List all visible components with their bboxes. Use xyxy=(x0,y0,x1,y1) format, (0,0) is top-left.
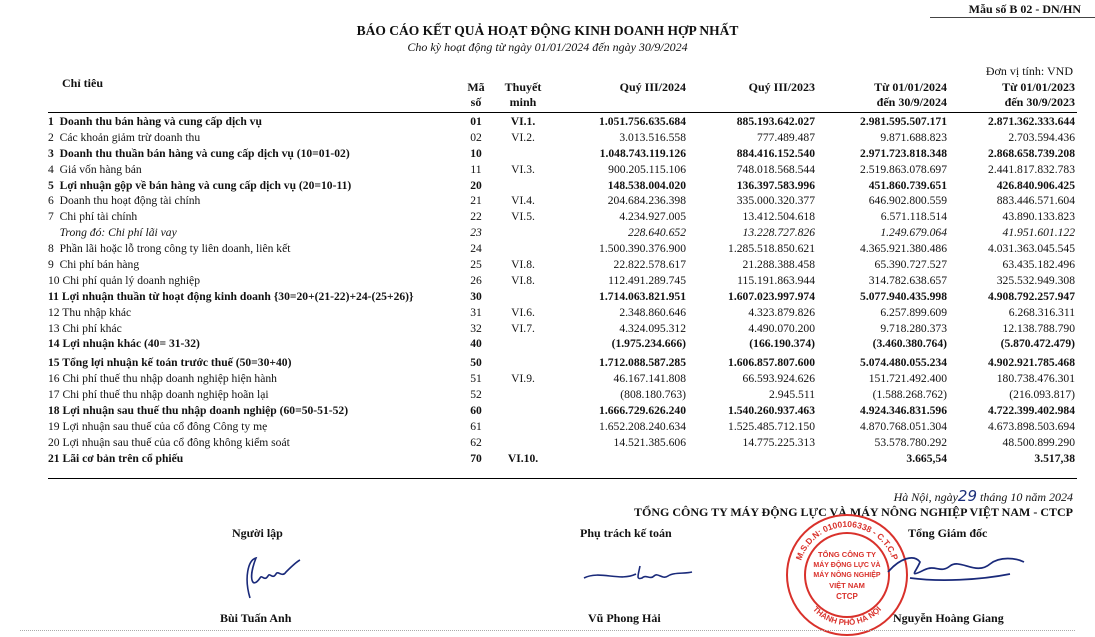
director-title: Tổng Giám đốc xyxy=(908,526,988,540)
row-item-name: 18 Lợi nhuận sau thuế thu nhập doanh nghiệp (60=50-51-52) xyxy=(48,404,349,418)
row-code: 21 xyxy=(470,194,482,208)
row-note: VI.6. xyxy=(511,305,535,319)
row-ytd-2024: (1.588.268.762) xyxy=(872,388,947,402)
row-q3-2024: 148.538.004.020 xyxy=(607,178,686,192)
table-row xyxy=(0,321,1095,337)
row-note: VI.5. xyxy=(511,210,535,224)
form-number: Mẫu số B 02 - DN/HN xyxy=(968,2,1081,16)
svg-text:MÁY ĐỘNG LỰC VÀ: MÁY ĐỘNG LỰC VÀ xyxy=(813,562,881,569)
row-q3-2024: 1.652.208.240.634 xyxy=(599,419,686,433)
row-q3-2023: 335.000.320.377 xyxy=(736,194,815,208)
row-ytd-2023: 325.532.949.308 xyxy=(996,273,1075,287)
row-ytd-2024: 6.257.899.609 xyxy=(880,305,947,319)
company-name: TỔNG CÔNG TY MÁY ĐỘNG LỰC VÀ MÁY NÔNG NGHIỆP VIỆT NAM - CTCP xyxy=(633,505,1073,519)
row-code: 61 xyxy=(470,419,482,433)
row-ytd-2023: 4.673.898.503.694 xyxy=(988,419,1075,433)
row-q3-2023: 14.775.225.313 xyxy=(742,435,815,449)
row-code: 26 xyxy=(470,273,482,287)
report-subtitle: Cho kỳ hoạt động từ ngày 01/01/2024 đến ngày 30/9/2024 xyxy=(407,40,688,54)
row-q3-2024: 14.521.385.606 xyxy=(613,435,686,449)
row-code: 25 xyxy=(470,258,482,272)
row-item-name: 5 Lợi nhuận gộp về bán hàng và cung cấp dịch vụ (20=10-11) xyxy=(48,178,352,192)
row-q3-2023: 2.945.511 xyxy=(769,388,815,402)
row-ytd-2023: 2.868.658.739.208 xyxy=(988,146,1075,160)
header-q3-2024: Quý III/2024 xyxy=(619,80,686,94)
row-note: VI.1. xyxy=(510,115,536,128)
row-q3-2023: 1.525.485.712.150 xyxy=(728,419,815,433)
row-note: VI.3. xyxy=(511,162,535,176)
row-q3-2024: 22.822.578.617 xyxy=(613,258,686,272)
row-code: 50 xyxy=(470,356,482,370)
row-ytd-2024: 646.902.800.559 xyxy=(868,194,947,208)
row-ytd-2023: 41.951.601.122 xyxy=(1002,226,1075,240)
row-code: 52 xyxy=(470,388,482,402)
table-row xyxy=(0,193,1095,209)
table-bottom-rule xyxy=(48,478,1077,479)
row-ytd-2023: 883.446.571.604 xyxy=(996,194,1075,208)
table-row xyxy=(0,435,1095,451)
table-row xyxy=(0,451,1095,467)
table-row xyxy=(0,241,1095,257)
row-code: 30 xyxy=(470,289,482,303)
accountant-signature xyxy=(580,558,700,590)
row-ytd-2023: 48.500.899.290 xyxy=(1002,435,1075,449)
row-q3-2023: 115.191.863.944 xyxy=(737,273,815,287)
row-ytd-2023: 2.441.817.832.783 xyxy=(988,162,1075,176)
row-item-name: 8 Phần lãi hoặc lỗ trong công ty liên doanh, liên kết xyxy=(48,242,291,256)
row-ytd-2023: 180.738.476.301 xyxy=(996,372,1075,386)
row-q3-2024: 3.013.516.558 xyxy=(619,130,686,144)
table-row xyxy=(0,336,1095,352)
header-note: Thuyết minh xyxy=(504,80,542,109)
row-item-name: 15 Tổng lợi nhuận kế toán trước thuế (50=30+40) xyxy=(48,356,292,370)
row-ytd-2024: 2.981.595.507.171 xyxy=(860,115,947,128)
seal-bottom-text: THÀNH PHỐ HÀ NỘI xyxy=(811,604,883,628)
row-ytd-2023: 3.517,38 xyxy=(1034,451,1075,465)
table-row xyxy=(0,371,1095,387)
row-code: 70 xyxy=(470,451,482,465)
table-row xyxy=(0,257,1095,273)
row-code: 02 xyxy=(470,130,482,144)
director-signature xyxy=(880,548,1030,590)
seal-ring-text: M.S.D.N: 0100106338 - C.T.C.P xyxy=(793,518,901,562)
row-q3-2024: 1.048.743.119.126 xyxy=(599,146,686,160)
table-row xyxy=(0,355,1095,371)
row-code: 24 xyxy=(470,242,482,256)
row-ytd-2023: 4.031.363.045.545 xyxy=(988,242,1075,256)
svg-text:CTCP: CTCP xyxy=(836,592,858,601)
row-q3-2024: 1.500.390.376.900 xyxy=(599,242,686,256)
row-ytd-2024: 9.871.688.823 xyxy=(880,130,947,144)
row-q3-2023: 1.540.260.937.463 xyxy=(728,404,815,418)
row-item-name: 4 Giá vốn hàng bán xyxy=(48,162,142,176)
form-number-rule xyxy=(930,17,1095,18)
row-q3-2023: 13.412.504.618 xyxy=(742,210,815,224)
row-q3-2023: 136.397.583.996 xyxy=(736,178,815,192)
svg-text:TỔNG CÔNG TY: TỔNG CÔNG TY xyxy=(818,550,876,559)
table-row xyxy=(0,209,1095,225)
row-q3-2023: 1.607.023.997.974 xyxy=(728,289,815,303)
row-q3-2024: 46.167.141.808 xyxy=(613,372,686,386)
table-row xyxy=(0,162,1095,178)
footer-rule xyxy=(20,630,1075,631)
row-item-name: 3 Doanh thu thuần bán hàng và cung cấp dịch vụ (10=01-02) xyxy=(48,146,350,160)
table-row xyxy=(0,273,1095,289)
row-ytd-2024: 6.571.118.514 xyxy=(880,210,947,224)
table-row xyxy=(0,289,1095,305)
row-item-name: 2 Các khoản giảm trừ doanh thu xyxy=(48,130,201,144)
row-q3-2023: 4.490.070.200 xyxy=(748,321,815,335)
row-code: 60 xyxy=(470,404,482,418)
row-ytd-2023: 4.902.921.785.468 xyxy=(988,356,1075,370)
row-code: 10 xyxy=(470,146,482,160)
row-ytd-2024: 1.249.679.064 xyxy=(880,226,947,240)
row-q3-2023: 21.288.388.458 xyxy=(742,258,815,272)
row-q3-2024: 204.684.236.398 xyxy=(607,194,686,208)
row-q3-2023: 884.416.152.540 xyxy=(736,146,815,160)
row-ytd-2023: (5.870.472.479) xyxy=(1000,337,1075,351)
row-code: 22 xyxy=(470,210,482,224)
row-note: VI.10. xyxy=(507,451,539,465)
row-q3-2023: 748.018.568.544 xyxy=(736,162,815,176)
row-item-name: 16 Chi phí thuế thu nhập doanh nghiệp hiện hành xyxy=(48,372,277,386)
row-q3-2024: 4.324.095.312 xyxy=(619,321,686,335)
table-row xyxy=(0,305,1095,321)
row-ytd-2024: 2.519.863.078.697 xyxy=(860,162,947,176)
row-code: 01 xyxy=(470,115,482,128)
report-title: BÁO CÁO KẾT QUẢ HOẠT ĐỘNG KINH DOANH HỢP NHẤT xyxy=(356,23,739,38)
director-name: Nguyễn Hoàng Giang xyxy=(893,611,1004,625)
table-row xyxy=(0,419,1095,435)
row-item-name: 11 Lợi nhuận thuần từ hoạt động kinh doanh {30=20+(21-22)+24-(25+26)} xyxy=(48,289,414,303)
preparer-name: Bùi Tuấn Anh xyxy=(220,611,292,625)
row-q3-2024: 2.348.860.646 xyxy=(619,305,686,319)
row-q3-2023: (166.190.374) xyxy=(749,337,815,351)
row-code: 23 xyxy=(470,226,482,240)
row-ytd-2024: 4.924.346.831.596 xyxy=(860,404,947,418)
row-q3-2024: 1.712.088.587.285 xyxy=(599,356,686,370)
row-q3-2024: (1.975.234.666) xyxy=(611,337,686,351)
header-ytd-2023: Từ 01/01/2023 đến 30/9/2023 xyxy=(1002,80,1075,109)
preparer-signature xyxy=(230,548,310,600)
signing-date: Hà Nội, ngày29 tháng 10 năm 2024 xyxy=(893,487,1073,505)
row-q3-2024: 1.666.729.626.240 xyxy=(599,404,686,418)
row-q3-2024: (808.180.763) xyxy=(620,388,686,402)
table-row xyxy=(0,178,1095,194)
row-item-name: 1 Doanh thu bán hàng và cung cấp dịch vụ xyxy=(48,115,262,128)
row-note: VI.2. xyxy=(511,130,535,144)
row-q3-2023: 66.593.924.626 xyxy=(742,372,815,386)
row-ytd-2024: 151.721.492.400 xyxy=(868,372,947,386)
row-ytd-2024: 4.365.921.380.486 xyxy=(860,242,947,256)
header-code: Mã số xyxy=(467,80,485,109)
row-item-name: 17 Chi phí thuế thu nhập doanh nghiệp hoãn lại xyxy=(48,388,269,402)
row-item-name: 14 Lợi nhuận khác (40= 31-32) xyxy=(48,337,200,351)
row-item-name: 19 Lợi nhuận sau thuế của cổ đông Công ty mẹ xyxy=(48,419,268,433)
row-q3-2024: 900.205.115.106 xyxy=(608,162,686,176)
row-q3-2024: 4.234.927.005 xyxy=(619,210,686,224)
row-ytd-2024: 3.665,54 xyxy=(906,451,947,465)
row-item-name: 13 Chi phí khác xyxy=(48,321,122,335)
currency-unit: Đơn vị tính: VND xyxy=(985,64,1073,78)
row-q3-2023: 1.606.857.807.600 xyxy=(728,356,815,370)
header-ytd-2024: Từ 01/01/2024 đến 30/9/2024 xyxy=(874,80,947,109)
table-row xyxy=(0,130,1095,146)
row-item-name: 6 Doanh thu hoạt động tài chính xyxy=(48,194,201,208)
row-code: 20 xyxy=(470,178,482,192)
row-ytd-2023: 63.435.182.496 xyxy=(1002,258,1075,272)
table-row xyxy=(0,225,1095,241)
row-note: VI.8. xyxy=(511,273,535,287)
row-ytd-2023: 2.871.362.333.644 xyxy=(988,115,1075,128)
row-code: 62 xyxy=(470,435,482,449)
row-q3-2024: 1.051.756.635.684 xyxy=(599,115,686,128)
row-item-name: 21 Lãi cơ bản trên cổ phiếu xyxy=(48,451,184,465)
row-ytd-2024: 451.860.739.651 xyxy=(868,178,947,192)
income-statement-table xyxy=(0,114,1095,467)
row-item-name: 7 Chi phí tài chính xyxy=(48,210,138,224)
table-row xyxy=(0,114,1095,130)
row-item-name: 9 Chi phí bán hàng xyxy=(48,258,140,272)
svg-text:MÁY NÔNG NGHIỆP: MÁY NÔNG NGHIỆP xyxy=(813,572,881,579)
row-ytd-2023: 12.138.788.790 xyxy=(1002,321,1075,335)
row-code: 40 xyxy=(470,337,482,351)
row-code: 31 xyxy=(470,305,482,319)
row-note: VI.4. xyxy=(511,194,535,208)
accountant-name: Vũ Phong Hải xyxy=(588,611,661,625)
row-q3-2024: 112.491.289.745 xyxy=(608,273,686,287)
table-row xyxy=(0,403,1095,419)
row-ytd-2023: 6.268.316.311 xyxy=(1008,305,1075,319)
row-ytd-2024: 9.718.280.373 xyxy=(880,321,947,335)
row-q3-2023: 1.285.518.850.621 xyxy=(728,242,815,256)
row-ytd-2024: (3.460.380.764) xyxy=(872,337,947,351)
row-q3-2023: 777.489.487 xyxy=(757,130,815,144)
svg-text:VIỆT NAM: VIỆT NAM xyxy=(829,581,865,590)
row-note: VI.7. xyxy=(511,321,535,335)
header-rule xyxy=(48,112,1077,113)
row-ytd-2024: 4.870.768.051.304 xyxy=(860,419,947,433)
row-ytd-2024: 65.390.727.527 xyxy=(874,258,947,272)
accountant-title: Phụ trách kế toán xyxy=(580,526,672,540)
header-item: Chỉ tiêu xyxy=(62,76,104,90)
row-ytd-2023: (216.093.817) xyxy=(1009,388,1075,402)
table-row xyxy=(0,387,1095,403)
row-ytd-2024: 53.578.780.292 xyxy=(874,435,947,449)
row-code: 51 xyxy=(470,372,482,386)
row-ytd-2024: 314.782.638.657 xyxy=(868,273,947,287)
row-ytd-2023: 4.722.399.402.984 xyxy=(988,404,1075,418)
row-ytd-2024: 5.077.940.435.998 xyxy=(860,289,947,303)
row-ytd-2024: 2.971.723.818.348 xyxy=(860,146,947,160)
row-item-name: Trong đó: Chi phí lãi vay xyxy=(48,226,177,240)
row-ytd-2023: 4.908.792.257.947 xyxy=(988,289,1075,303)
row-code: 11 xyxy=(470,162,482,176)
row-q3-2024: 228.640.652 xyxy=(628,226,686,240)
row-item-name: 12 Thu nhập khác xyxy=(48,305,132,319)
row-code: 32 xyxy=(470,321,482,335)
row-ytd-2024: 5.074.480.055.234 xyxy=(860,356,947,370)
row-note: VI.9. xyxy=(511,372,535,386)
row-q3-2023: 4.323.879.826 xyxy=(748,305,815,319)
row-ytd-2023: 2.703.594.436 xyxy=(1008,130,1075,144)
handwritten-day: 29 xyxy=(957,487,977,505)
row-q3-2024: 1.714.063.821.951 xyxy=(599,289,686,303)
row-note: VI.8. xyxy=(511,258,535,272)
row-ytd-2023: 43.890.133.823 xyxy=(1002,210,1075,224)
row-item-name: 20 Lợi nhuận sau thuế của cổ đông không kiểm soát xyxy=(48,435,290,449)
row-q3-2023: 885.193.642.027 xyxy=(736,115,815,128)
table-row xyxy=(0,146,1095,162)
header-q3-2023: Quý III/2023 xyxy=(748,80,815,94)
row-q3-2023: 13.228.727.826 xyxy=(742,226,815,240)
row-item-name: 10 Chi phí quản lý doanh nghiệp xyxy=(48,273,200,287)
preparer-title: Người lập xyxy=(232,526,283,540)
row-ytd-2023: 426.840.906.425 xyxy=(996,178,1075,192)
